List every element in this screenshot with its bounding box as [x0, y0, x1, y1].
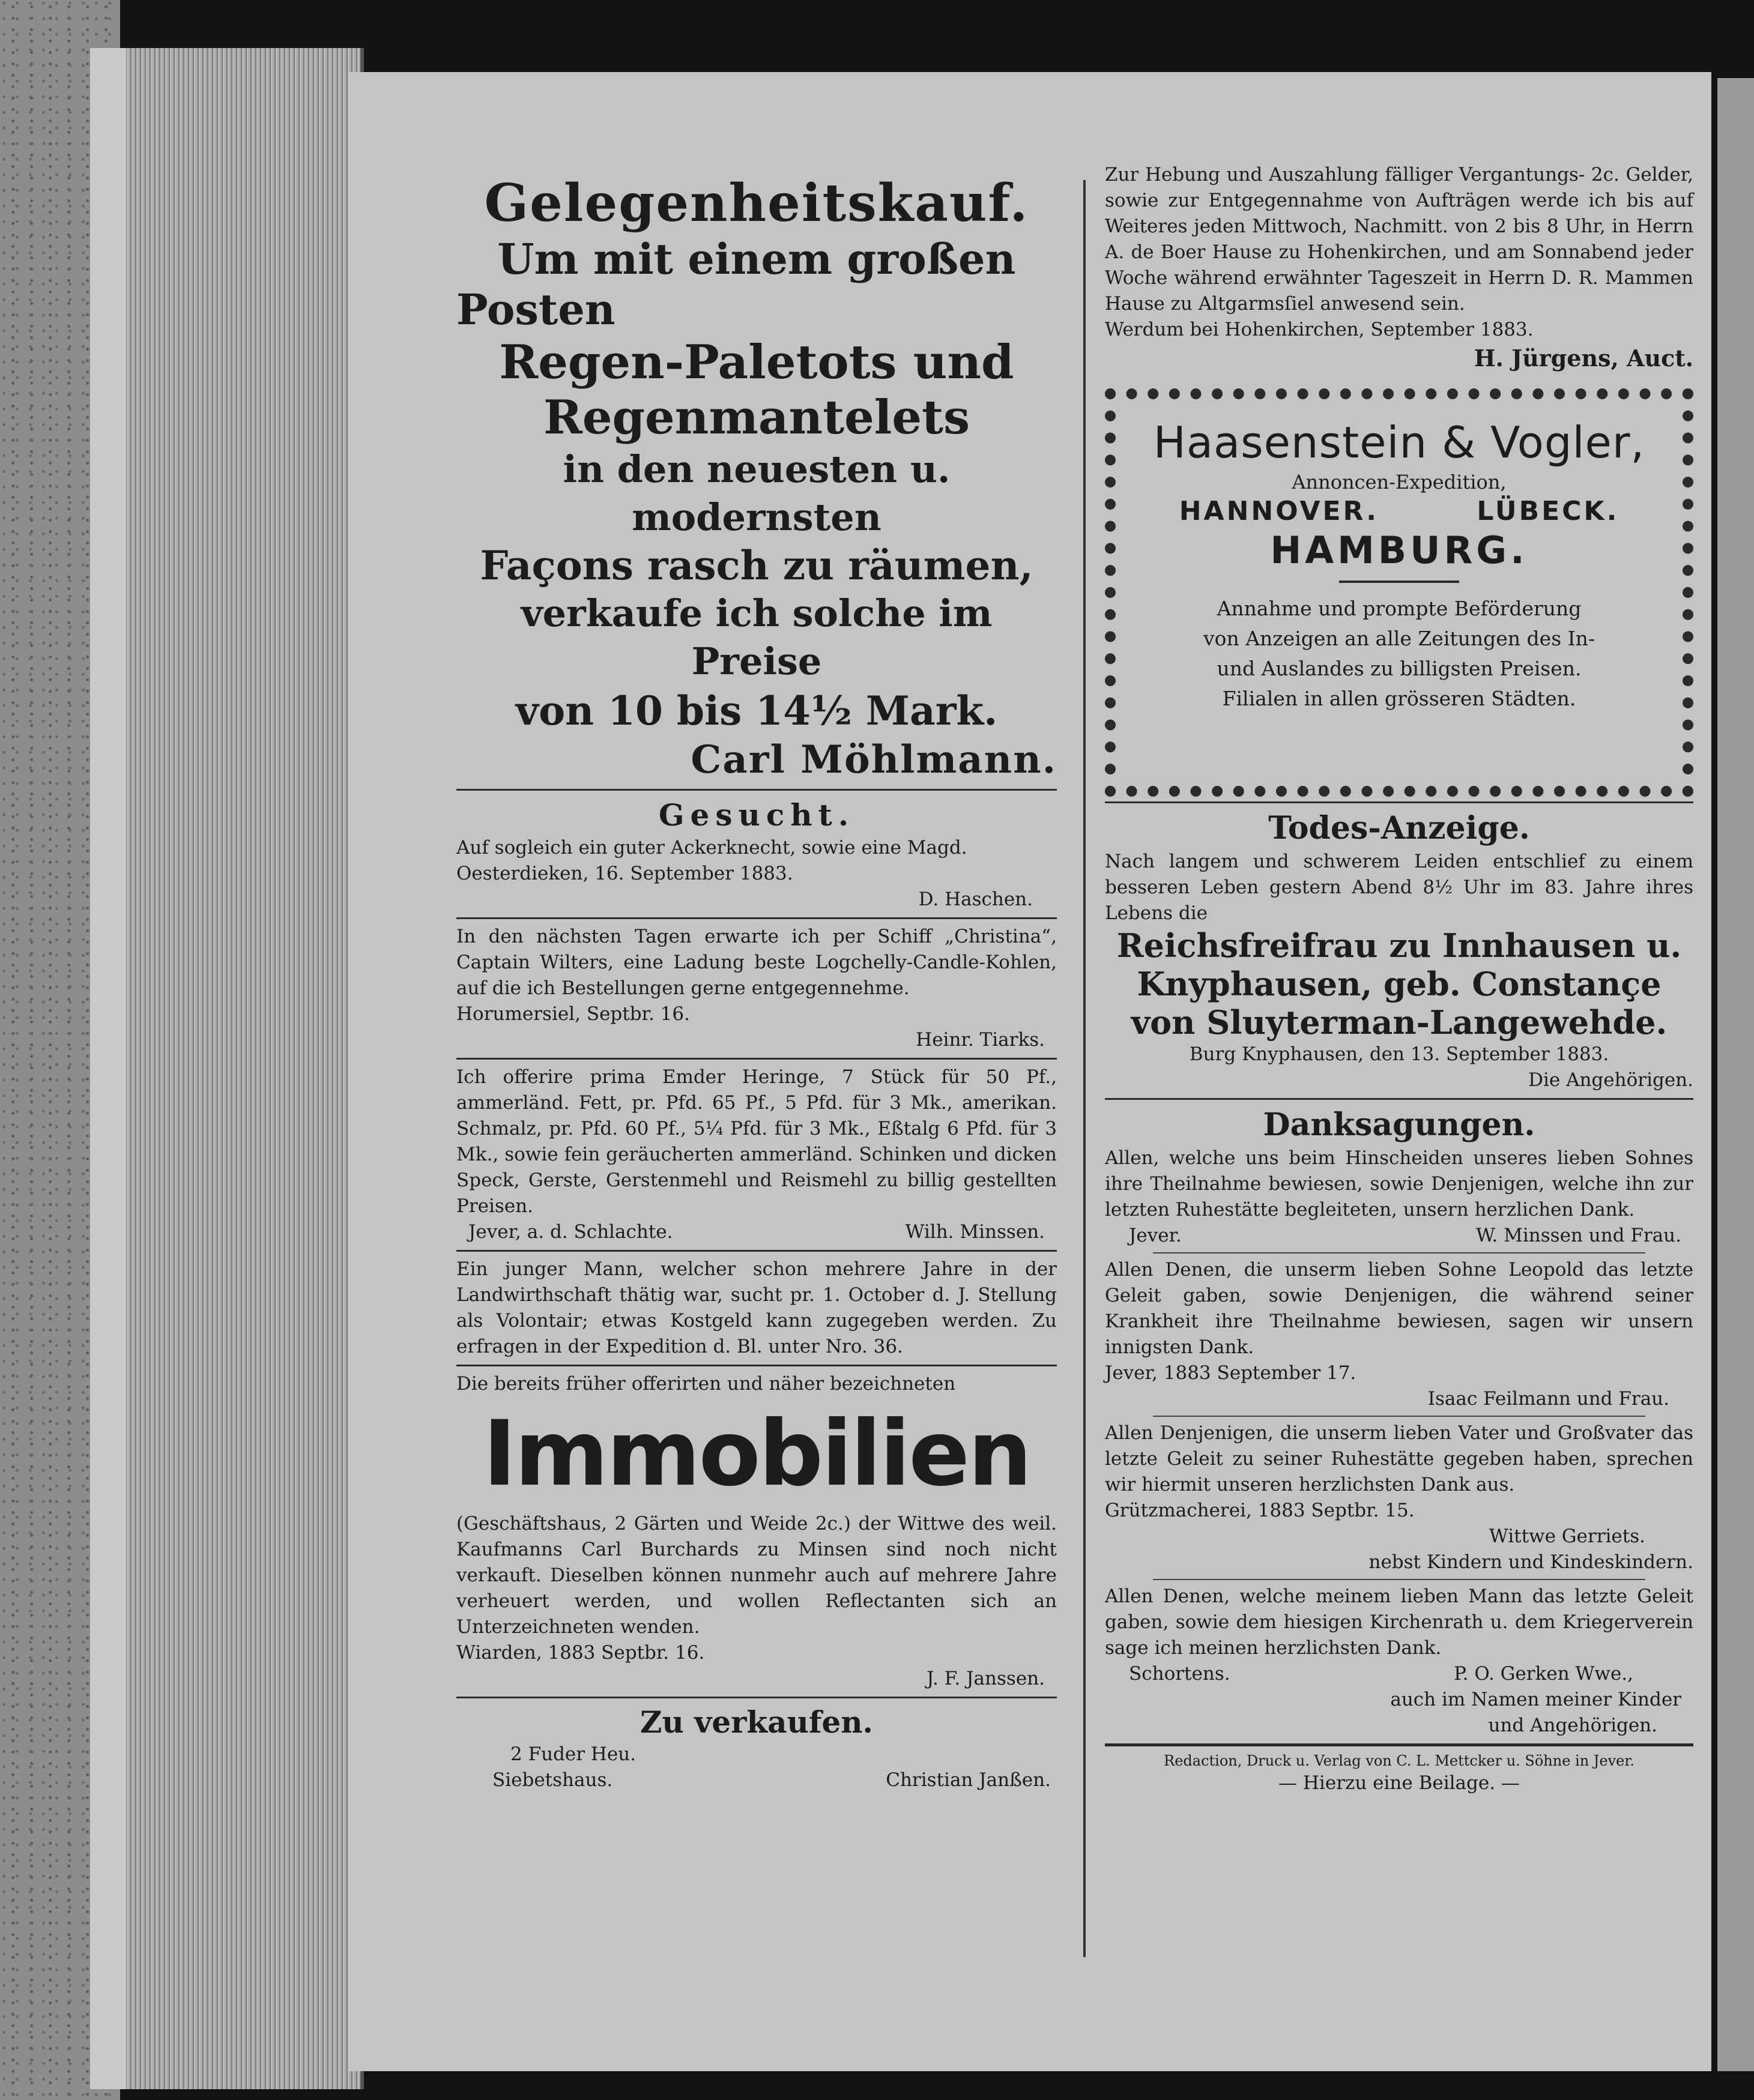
hv-line: und Auslandes zu billigsten Preisen. — [1217, 657, 1582, 680]
ad-gelegenheitskauf — [456, 173, 1057, 784]
ad-signature: Heinr. Tiarks. — [916, 1029, 1045, 1051]
right-column — [1105, 162, 1693, 1963]
separator-rule — [1105, 1743, 1693, 1746]
left-column — [456, 168, 1057, 1957]
ad-place-date: Grützmacherei, 1883 Septbr. 15. — [1105, 1500, 1415, 1521]
ad-kohlen — [456, 924, 1057, 1053]
ad-text: (Geschäftshaus, 2 Gärten und Weide 2c.) der Wittwe des weil. Kaufmanns Carl Burchards zu Minsen sind noch nicht verkauft. Dieselben können nunmehr auch auf mehrere Jahre verheuert werden, und wollen Reflectanten sich an Unterzeichneten wenden. — [456, 1513, 1057, 1638]
separator-rule — [456, 789, 1057, 791]
imprint: Redaction, Druck u. Verlag von C. L. Mettcker u. Söhne in Jever. — [1164, 1752, 1635, 1769]
ad-line: 2 Fuder Heu. — [510, 1743, 637, 1765]
hv-line: von Anzeigen an alle Zeitungen des In- — [1203, 627, 1595, 650]
ad-place-date: Oesterdieken, 16. September 1883. — [456, 863, 793, 884]
ad-footer — [456, 1219, 1057, 1245]
ad-text: Allen Denen, die unserm lieben Sohne Leopold das letzte Geleit gaben, sowie Denjenigen, die während seiner Krankheit ihre Theilnahme bewiesen, sagen wir unsern innigsten Dank. — [1105, 1259, 1693, 1358]
separator-rule — [1105, 801, 1693, 803]
ad-footer — [1105, 1661, 1693, 1687]
hv-city: HANNOVER. — [1179, 496, 1379, 527]
ad-place-date: Jever, 1883 September 17. — [1105, 1362, 1356, 1384]
ad-text: Nach langem und schwerem Leiden entschlief zu einem besseren Leben gestern Abend 8½ Uhr im 83. Jahre ihres Lebens die — [1105, 851, 1693, 924]
facing-page-edge — [1717, 78, 1754, 2071]
ad-gesucht — [456, 795, 1057, 913]
ad-line: Posten — [456, 285, 615, 334]
ad-text: Allen, welche uns beim Hinscheiden unseres lieben Sohnes ihre Theilnahme bewiesen, sowie Denjenigen, welche ihn zur letzten Ruhestätte begleiteten, unsern herzlichen Dank. — [1105, 1147, 1693, 1220]
ad-text: Ich offerire prima Emder Heringe, 7 Stück für 50 Pf., ammerländ. Fett, pr. Pfd. 65 Pf., 5 Pfd. für 3 Mk., amerikan. Schmalz, pr. Pfd. 60 Pf., 5¼ Pfd. für 3 Mk., Eßtalg 6 Pfd. für 3 Mk., sowie fein geräucherten ammerländ. Schinken und dicken Speck, Gerste, Gerstenmehl und Reismehl zu billig gestellten Preisen. — [456, 1066, 1057, 1217]
hv-name: Haasenstein & Vogler, — [1153, 417, 1645, 468]
separator-rule — [1105, 1098, 1693, 1100]
separator-rule — [456, 1058, 1057, 1060]
hv-line: Annahme und prompte Beförderung — [1217, 597, 1582, 620]
hv-city-main: HAMBURG. — [1270, 528, 1528, 572]
ad-place: Jever, a. d. Schlachte. — [468, 1221, 673, 1243]
ad-text: In den nächsten Tagen erwarte ich per Schiff „Christina“, Captain Wilters, eine Ladung beste Logchelly-Candle-Kohlen, auf die ich Bestellungen gerne entgegennehme. — [456, 926, 1057, 999]
ad-title: Gelegenheitskauf. — [484, 173, 1029, 234]
ad-signature: W. Minssen und Frau. — [1475, 1225, 1681, 1246]
separator-rule — [456, 917, 1057, 919]
ad-headline: Immobilien — [483, 1402, 1030, 1506]
hv-line: Filialen in allen grösseren Städten. — [1222, 687, 1576, 710]
ad-signature: J. F. Janssen. — [927, 1668, 1045, 1689]
ad-footer — [1105, 1223, 1693, 1249]
ad-signature: und Angehörigen. — [1488, 1715, 1657, 1736]
ad-place-date: Burg Knyphausen, den 13. September 1883. — [1189, 1043, 1609, 1065]
separator-rule — [1153, 1252, 1645, 1254]
ad-signature: nebst Kindern und Kindeskindern. — [1368, 1551, 1693, 1573]
page-stack-edge — [90, 48, 126, 2089]
ad-immobilien — [456, 1371, 1057, 1692]
ad-place: Schortens. — [1129, 1663, 1230, 1685]
ad-footer — [456, 1767, 1057, 1793]
ad-signature: Carl Möhlmann. — [691, 737, 1057, 782]
separator-rule — [1153, 1579, 1645, 1580]
ad-danksagungen — [1105, 1105, 1693, 1739]
ad-signature: Wittwe Gerriets. — [1489, 1525, 1645, 1547]
ad-signature: P. O. Gerken Wwe., — [1454, 1663, 1633, 1685]
ad-signature: D. Haschen. — [918, 889, 1033, 910]
ad-haasenstein-vogler — [1105, 388, 1693, 797]
ad-auction — [1105, 162, 1693, 374]
deceased-name: Reichsfreifrau zu Innhausen u. Knyphausen, geb. Constançe von Sluyterman-Langewehde. — [1116, 926, 1682, 1042]
ad-line: Um mit einem großen — [497, 234, 1016, 284]
ad-heading: Gesucht. — [658, 797, 855, 833]
ad-place: Siebetshaus. — [492, 1769, 613, 1791]
ad-text: Ein junger Mann, welcher schon mehrere Jahre in der Landwirthschaft thätig war, sucht pr. 1. October d. J. Stellung als Volontair; etwas Kostgeld kann zugegeben werden. Zu erfragen in der Expedition d. Bl. unter Nro. 36. — [456, 1258, 1057, 1357]
ad-heringe — [456, 1064, 1057, 1245]
hv-city: LÜBECK. — [1477, 496, 1619, 527]
separator-rule — [1153, 1416, 1645, 1417]
ad-todes-anzeige — [1105, 808, 1693, 1093]
ad-line: von 10 bis 14½ Mark. — [515, 687, 998, 734]
ad-heading: Zu verkaufen. — [640, 1704, 873, 1740]
hv-cities — [1130, 495, 1668, 528]
ad-place-date: Wiarden, 1883 Septbr. 16. — [456, 1642, 705, 1664]
ad-intro: Die bereits früher offerirten und näher bezeichneten — [456, 1373, 956, 1395]
ad-signature: auch im Namen meiner Kinder — [1390, 1689, 1681, 1710]
ad-place-date: Werdum bei Hohenkirchen, September 1883. — [1105, 319, 1534, 340]
ad-text: Auf sogleich ein guter Ackerknecht, sowie eine Magd. — [456, 837, 967, 858]
ad-line: in den neuesten u. modernsten — [563, 447, 951, 539]
hv-subtitle: Annoncen-Expedition, — [1292, 471, 1507, 493]
supplement-note: — Hierzu eine Beilage. — — [1278, 1772, 1520, 1794]
ad-zu-verkaufen — [456, 1703, 1057, 1793]
ad-line: Regenmantelets — [543, 390, 970, 445]
ad-place: Jever. — [1129, 1225, 1182, 1246]
ad-text: Allen Denjenigen, die unserm lieben Vater und Großvater das letzte Geleit zu seiner Ruhestätte gegeben haben, sprechen wir hiermit unseren herzlichsten Dank aus. — [1105, 1422, 1693, 1495]
ad-signature: Christian Janßen. — [886, 1769, 1051, 1791]
ad-heading: Todes-Anzeige. — [1268, 810, 1530, 846]
hv-rule — [1339, 581, 1459, 583]
book-page-stack — [90, 48, 364, 2089]
ad-volontair — [456, 1257, 1057, 1360]
ad-line: Façons rasch zu räumen, — [480, 542, 1033, 589]
ad-heading: Danksagungen. — [1263, 1106, 1535, 1143]
column-divider — [1083, 180, 1086, 1957]
separator-rule — [456, 1365, 1057, 1366]
ad-signature: Isaac Feilmann und Frau. — [1427, 1388, 1669, 1410]
ad-line: Regen-Paletots und — [499, 335, 1014, 390]
ad-signature: Die Angehörigen. — [1528, 1069, 1693, 1091]
ad-signature: H. Jürgens, Auct. — [1474, 345, 1693, 372]
ad-text: Allen Denen, welche meinem lieben Mann das letzte Geleit gaben, sowie dem hiesigen Kirchenrath u. dem Kriegerverein sage ich meinen herzlichsten Dank. — [1105, 1586, 1693, 1659]
separator-rule — [456, 1250, 1057, 1252]
ad-place-date: Horumersiel, Septbr. 16. — [456, 1003, 690, 1025]
ad-signature: Wilh. Minssen. — [905, 1221, 1045, 1243]
ad-line: verkaufe ich solche im Preise — [521, 591, 993, 683]
separator-rule — [456, 1697, 1057, 1698]
ad-text: Zur Hebung und Auszahlung fälliger Vergantungs- 2c. Gelder, sowie zur Entgegennahme von Aufträgen werde ich bis auf Weiteres jeden Mittwoch, Nachmitt. von 2 bis 8 Uhr, in Herrn A. de Boer Hause zu Hohenkirchen, und am Sonnabend jeder Woche während erwähnter Tageszeit in Herrn D. R. Mammen Hause zu Altgarmsſiel anwesend sein. — [1105, 164, 1693, 315]
